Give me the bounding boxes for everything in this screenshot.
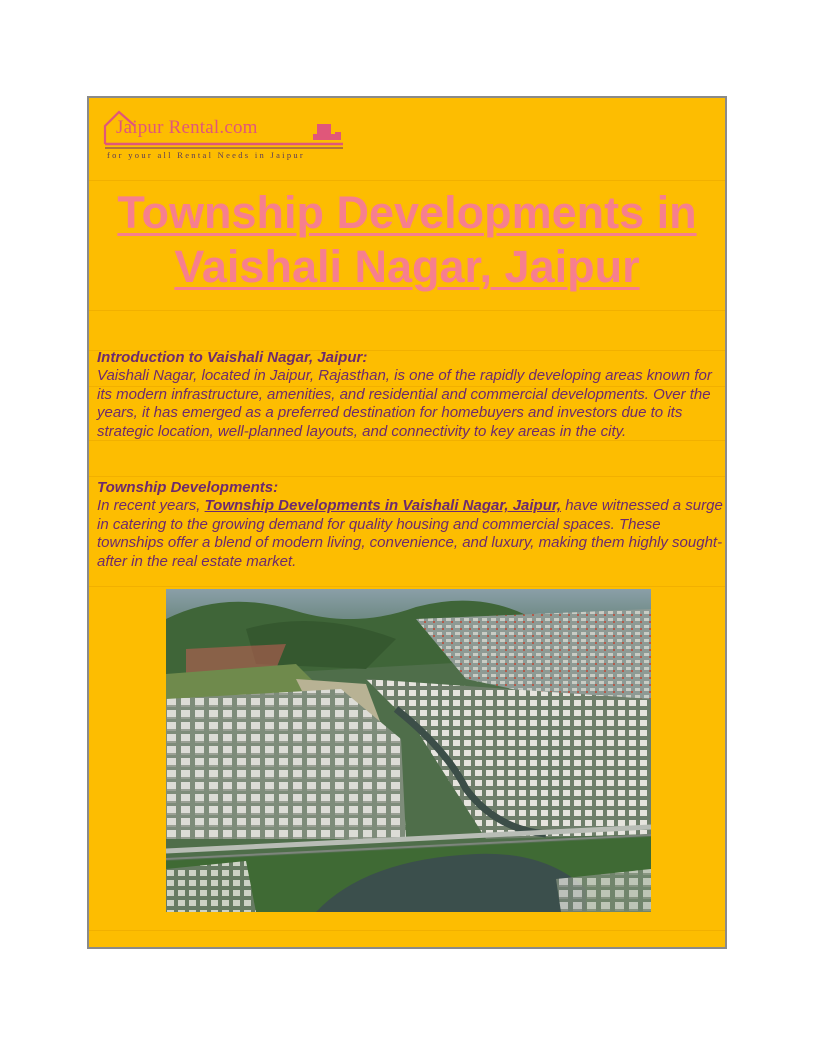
township-link[interactable]: Township Developments in Vaishali Nagar, Jaipur, xyxy=(204,497,562,515)
intro-heading: Introduction to Vaishali Nagar, Jaipur: xyxy=(97,349,368,366)
township-heading: Township Developments: xyxy=(97,479,279,496)
brand-logo[interactable] xyxy=(103,104,353,164)
township-prefix: In recent years, xyxy=(97,497,205,515)
township-section xyxy=(97,479,723,571)
aerial-township-photo xyxy=(166,589,651,912)
ruling-line xyxy=(89,180,725,181)
brand-name: Jaipur Rental.com xyxy=(116,117,258,138)
ruling-line xyxy=(89,930,725,931)
ruling-line xyxy=(89,586,725,587)
ruling-line xyxy=(89,310,725,311)
ruling-line xyxy=(89,476,725,477)
document-page xyxy=(87,96,727,949)
township-suffix: have witnessed a surge in catering to the growing demand for quality housing and commercial spaces. These townships offer a blend of modern living, convenience, and luxury, making them highly sought-after in the real estate market. xyxy=(97,497,723,570)
brand-tagline: for your all Rental Needs in Jaipur xyxy=(107,150,306,160)
intro-section xyxy=(97,349,723,441)
intro-body: Vaishali Nagar, located in Jaipur, Rajasthan, is one of the rapidly developing areas known for its modern infrastructure, amenities, and residential and commercial developments. Over the years, it has emerged as a preferred destination for homebuyers and investors due to its strategic location, well-planned layouts, and connectivity to key areas in the city. xyxy=(97,367,712,440)
page-title: Township Developments in Vaishali Nagar, Jaipur xyxy=(117,187,697,292)
